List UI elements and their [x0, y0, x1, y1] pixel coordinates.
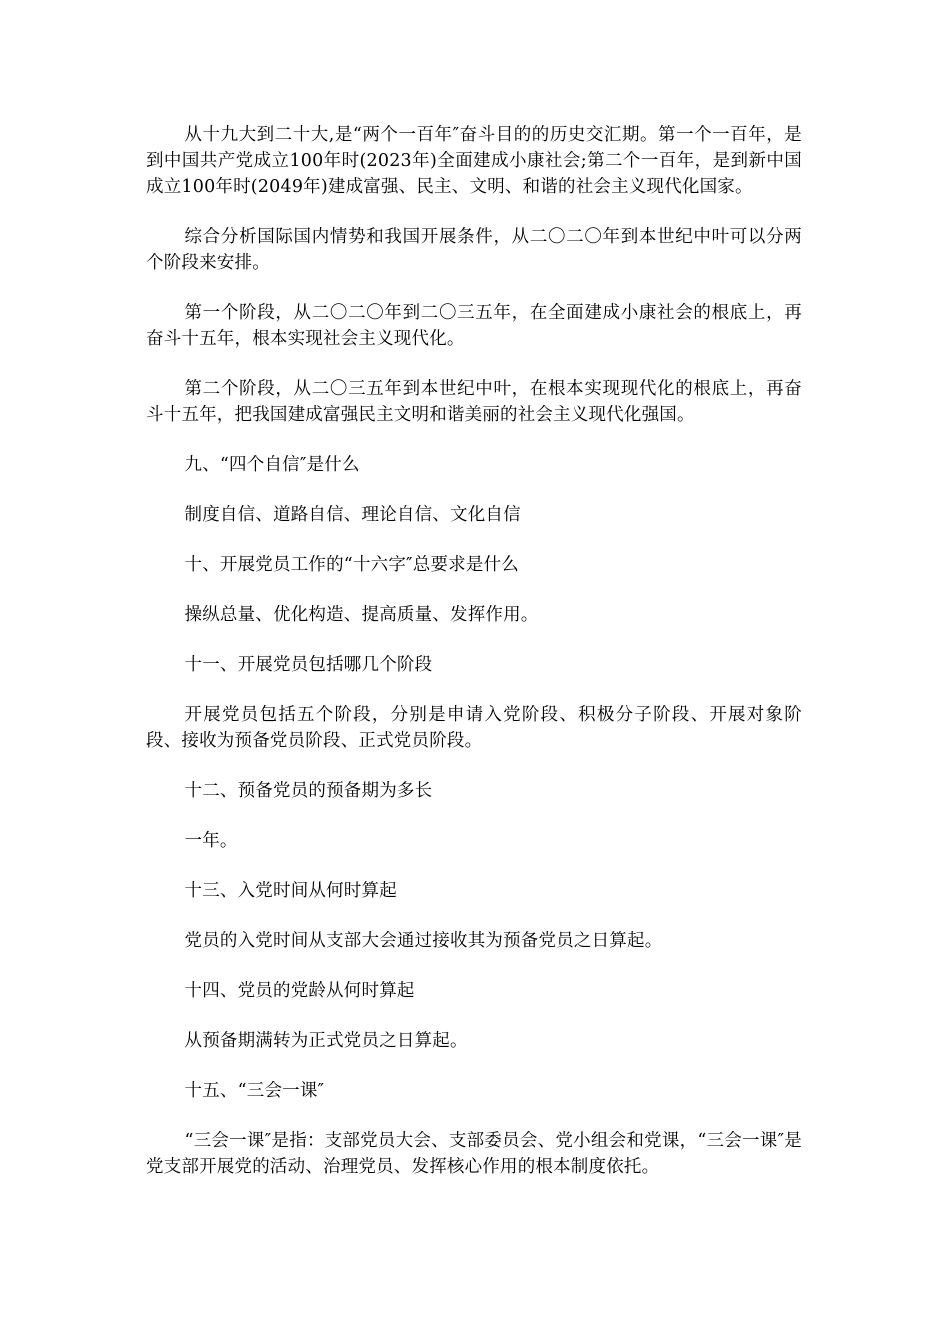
answer-nine: 制度自信、道路自信、理论自信、文化自信 [184, 505, 521, 525]
answer-thirteen: 党员的入党时间从支部大会通过接收其为预备党员之日算起。 [184, 931, 663, 951]
question-ten: 十、开展党员工作的“十六字″总要求是什么 [184, 555, 519, 575]
question-eleven: 十一、开展党员包括哪几个阶段 [184, 655, 433, 675]
paragraph-second-stage: 第二个阶段，从二〇三五年到本世纪中叶，在根本实现现代化的根底上，再奋斗十五年，把我国建成富强民主文明和谐美丽的社会主义现代化强国。 [146, 379, 802, 425]
paragraph-two-centenary-goals: 从十九大到二十大,是“两个一百年″奋斗目的的历史交汇期。第一个一百年，是到中国共产党成立100年时(2023年)全面建成小康社会;第二个一百年，是到新中国成立100年时(2049年)建成富强、民主、文明、和谐的社会主义现代化国家。 [146, 125, 802, 197]
answer-eleven: 开展党员包括五个阶段，分别是申请入党阶段、积极分子阶段、开展对象阶段、接收为预备党员阶段、正式党员阶段。 [146, 705, 802, 751]
paragraph-two-stages-intro: 综合分析国际国内情势和我国开展条件，从二〇二〇年到本世纪中叶可以分两个阶段来安排。 [146, 227, 802, 273]
question-thirteen: 十三、入党时间从何时算起 [184, 881, 397, 901]
question-twelve: 十二、预备党员的预备期为多长 [184, 781, 433, 801]
document-body [146, 122, 802, 1204]
question-fourteen: 十四、党员的党龄从何时算起 [184, 981, 415, 1001]
question-fifteen: 十五、“三会一课″ [184, 1081, 325, 1101]
paragraph-first-stage: 第一个阶段，从二〇二〇年到二〇三五年，在全面建成小康社会的根底上，再奋斗十五年，根本实现社会主义现代化。 [146, 303, 802, 349]
answer-twelve: 一年。 [184, 831, 238, 851]
answer-ten: 操纵总量、优化构造、提高质量、发挥作用。 [184, 605, 539, 625]
question-nine: 九、“四个自信″是什么 [184, 455, 360, 475]
answer-fourteen: 从预备期满转为正式党员之日算起。 [184, 1031, 468, 1051]
answer-fifteen: “三会一课″是指：支部党员大会、支部委员会、党小组会和党课，“三会一课″是党支部开展党的活动、治理党员、发挥核心作用的根本制度依托。 [146, 1131, 802, 1177]
